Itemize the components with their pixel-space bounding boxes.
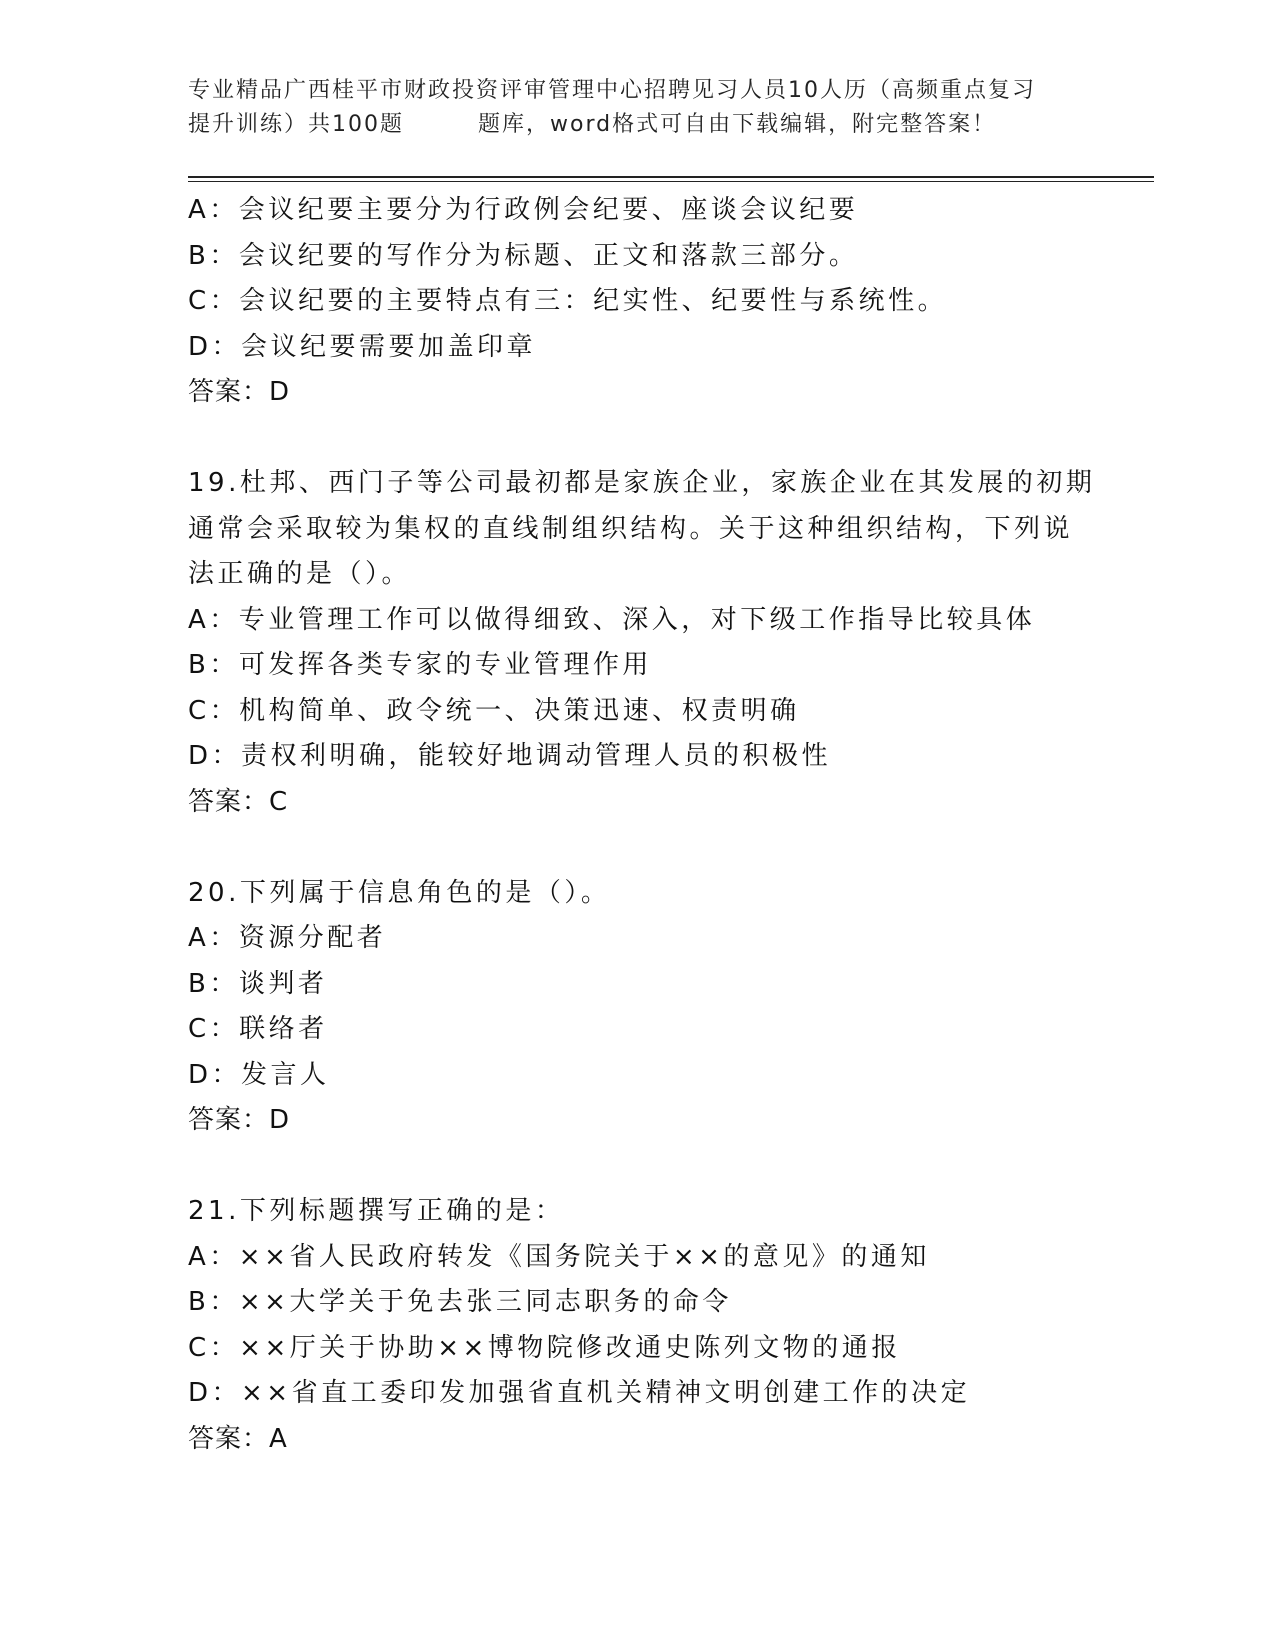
header-line-2: [188, 108, 1088, 142]
option-a: A：会议纪要主要分为行政例会纪要、座谈会议纪要: [188, 195, 859, 225]
question-text-line: 通常会采取较为集权的直线制组织结构。关于这种组织结构，下列说: [188, 513, 1074, 544]
question-block-21: [188, 1189, 1088, 1462]
option-d: D：责权利明确，能较好地调动管理人员的积极性: [188, 741, 832, 771]
question-text-line: 21.下列标题撰写正确的是：: [188, 1196, 565, 1226]
page-header: [188, 74, 1088, 142]
option-c: C：联络者: [188, 1014, 328, 1044]
header-rule-thick: [188, 176, 1154, 178]
header-line-1: 专业精品广西桂平市财政投资评审管理中心招聘见习人员10人历（高频重点复习: [188, 78, 1036, 103]
question-block-20: [188, 871, 1088, 1144]
option-d: D：发言人: [188, 1059, 330, 1090]
header-rule-thin: [188, 181, 1154, 182]
option-a: A：专业管理工作可以做得细致、深入，对下级工作指导比较具体: [188, 604, 1036, 635]
option-b: B：可发挥各类专家的专业管理作用: [188, 650, 652, 680]
option-c: C：××厅关于协助××博物院修改通史陈列文物的通报: [188, 1332, 901, 1363]
option-a: A：××省人民政府转发《国务院关于××的意见》的通知: [188, 1241, 930, 1272]
option-b: B：××大学关于免去张三同志职务的命令: [188, 1287, 732, 1317]
option-b: B：会议纪要的写作分为标题、正文和落款三部分。: [188, 240, 859, 271]
header-line-2-left: 提升训练）共100题: [188, 112, 404, 137]
answer-line: 答案：A: [188, 1423, 288, 1454]
answer-line: 答案：D: [188, 377, 291, 407]
question-block-18: [188, 188, 1088, 416]
document-body: [188, 188, 1096, 1462]
question-text-line: 法正确的是（）。: [188, 559, 412, 589]
option-a: A：资源分配者: [188, 923, 387, 953]
question-block-19: [188, 461, 1096, 825]
option-b: B：谈判者: [188, 968, 328, 999]
option-d: D：××省直工委印发加强省直机关精神文明创建工作的决定: [188, 1378, 971, 1408]
option-d: D：会议纪要需要加盖印章: [188, 331, 537, 362]
answer-line: 答案：D: [188, 1105, 291, 1135]
header-line-2-right: 题库，word格式可自由下载编辑，附完整答案！: [478, 112, 997, 137]
block-spacer: [188, 416, 1088, 462]
answer-line: 答案：C: [188, 786, 289, 817]
block-spacer: [188, 825, 1088, 871]
question-text-line: 19.杜邦、西门子等公司最初都是家族企业，家族企业在其发展的初期: [188, 468, 1096, 498]
option-c: C：会议纪要的主要特点有三：纪实性、纪要性与系统性。: [188, 286, 948, 316]
question-text-line: 20.下列属于信息角色的是（）。: [188, 877, 611, 908]
block-spacer: [188, 1144, 1088, 1190]
option-c: C：机构简单、政令统一、决策迅速、权责明确: [188, 695, 800, 726]
